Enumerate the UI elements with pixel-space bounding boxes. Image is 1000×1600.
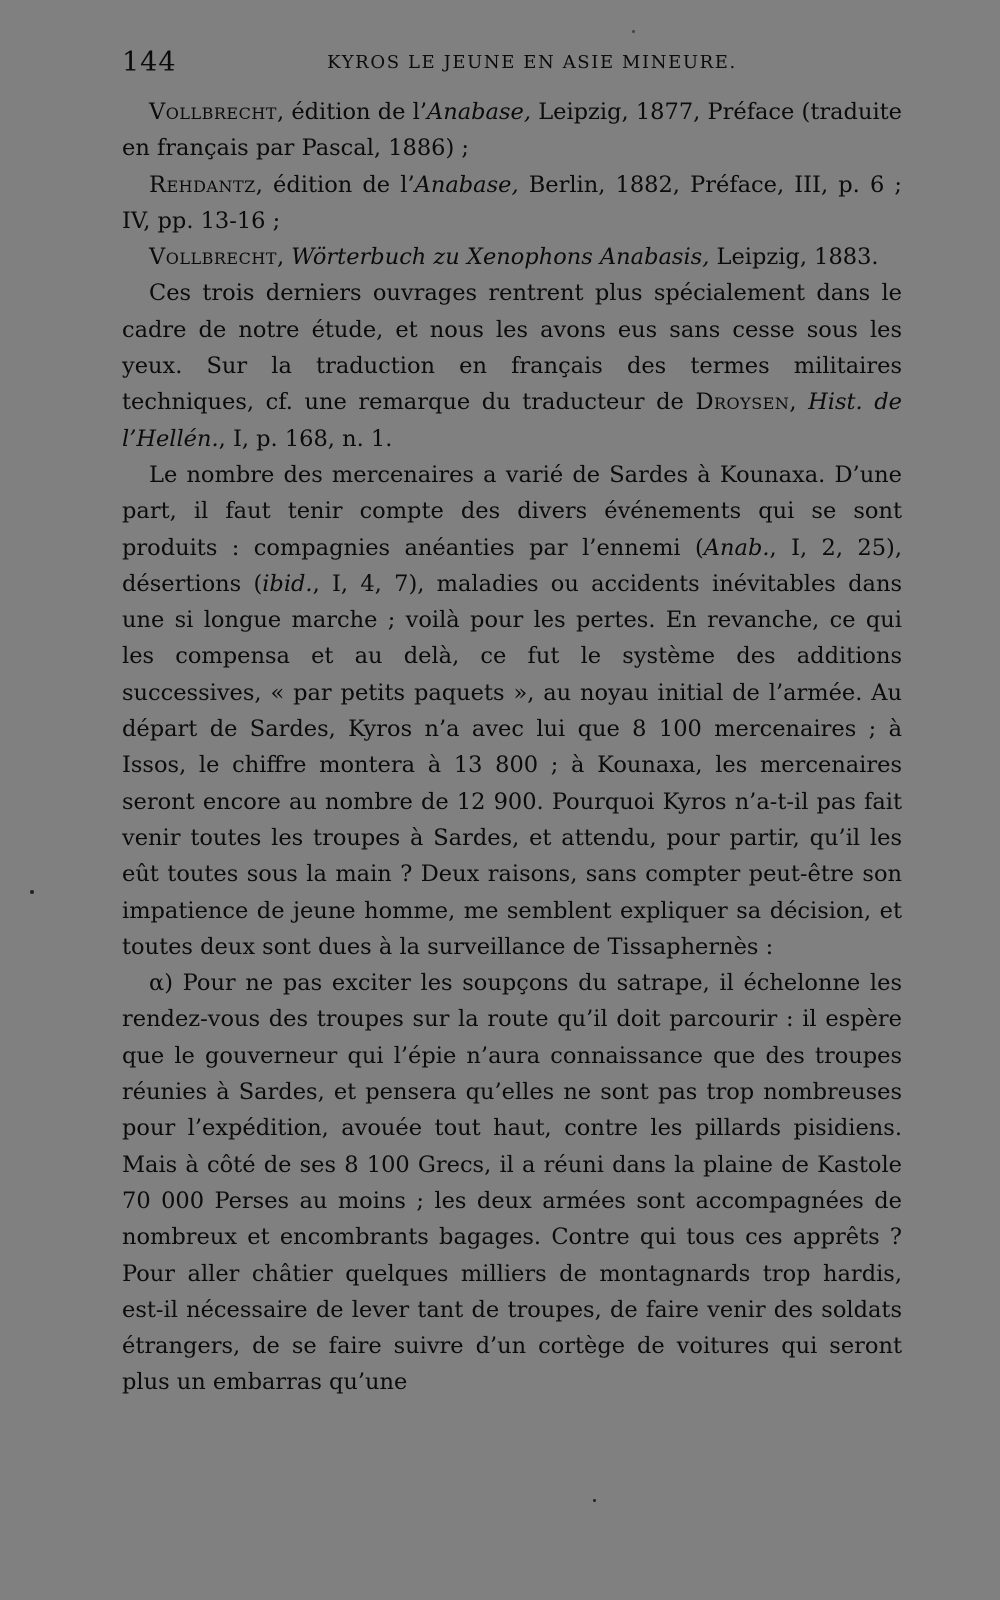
author-droysen: Droysen bbox=[695, 389, 790, 416]
page-number: 144 bbox=[122, 47, 177, 78]
paragraph-alpha: α) Pour ne pas exciter les soupçons du satrape, il échelonne les rendez-vous des troupes sur la route qu’il doit parcourir : il espère que le gouverneur qui l’épie n’aura connaissance que des troupes réunies à Sardes, et pensera qu’elles ne sont pas trop nombreuses pour l’expédition, avouée tout haut, contre les pillards pisidiens. Mais à côté de ses 8 100 Grecs, il a réuni dans la plaine de Kastole 70 000 Perses au moins ; les deux armées sont accompagnées de nombreux et encombrants bagages. Contre qui tous ces apprêts ? Pour aller châtier quelques milliers de montagnards trop hardis, est-il nécessaire de lever tant de troupes, de faire venir des soldats étrangers, de se faire suivre d’un cortège de voitures qui seront plus un embarras qu’une bbox=[122, 970, 902, 1396]
running-title: KYROS LE JEUNE EN ASIE MINEURE. bbox=[327, 52, 737, 73]
reference-work: Anabase, bbox=[414, 171, 519, 198]
reference-work: Wörterbuch zu Xenophons Anabasis, bbox=[291, 244, 710, 271]
reference-author: Vollbrecht bbox=[149, 244, 277, 271]
speck-mark bbox=[632, 30, 635, 33]
speck-mark bbox=[30, 890, 34, 894]
citation-ibid: ibid. bbox=[262, 570, 313, 597]
page-header bbox=[120, 46, 904, 80]
citation-anab: Anab. bbox=[703, 534, 770, 561]
work-title: Hist. de l’Hellén. bbox=[122, 389, 902, 452]
reference-vollbrecht-anabase: Vollbrecht, édition de l’Anabase, Leipzig, 1877, Préface (traduite en français par Pascal, 1886) ; bbox=[122, 99, 902, 162]
reference-rehdantz-anabase: Rehdantz, édition de l’Anabase, Berlin, 1882, Préface, III, p. 6 ; IV, pp. 13-16 ; bbox=[122, 171, 902, 234]
reference-vollbrecht-worterbuch: Vollbrecht, Wörterbuch zu Xenophons Anabasis, Leipzig, 1883. bbox=[149, 244, 879, 271]
list-label: α) bbox=[149, 970, 173, 997]
speck-mark bbox=[593, 1499, 596, 1502]
paragraph-ouvrages: Ces trois derniers ouvrages rentrent plus spécialement dans le cadre de notre étude, et nous les avons eus sans cesse sous les yeux. Sur la traduction en français des termes militaires techniques, cf. une remarque du traducteur de Droysen, Hist. de l’Hellén., I, p. 168, n. 1. bbox=[122, 280, 902, 452]
paragraph-mercenaires: Le nombre des mercenaires a varié de Sardes à Kounaxa. D’une part, il faut tenir compte des divers événements qui se sont produits : compagnies anéanties par l’ennemi (Anab., I, 2, 25), désertions (ibid., I, 4, 7), maladies ou accidents inévitables dans une si longue marche ; voilà pour les pertes. En revanche, ce qui les compensa et au delà, ce fut le système des additions successives, « par petits paquets », au noyau initial de l’armée. Au départ de Sardes, Kyros n’a avec lui que 8 100 mercenaires ; à Issos, le chiffre montera à 13 800 ; à Kounaxa, les mercenaires seront encore au nombre de 12 900. Pourquoi Kyros n’a-t-il pas fait venir toutes les troupes à Sardes, et attendu, pour partir, qu’il les eût toutes sous la main ? Deux raisons, sans compter peut-être son impatience de jeune homme, me semblent expliquer sa décision, et toutes deux sont dues à la surveillance de Tissaphernès : bbox=[122, 461, 902, 960]
page-body bbox=[122, 94, 902, 1401]
reference-work: Anabase, bbox=[427, 99, 531, 125]
reference-author: Vollbrecht bbox=[149, 99, 277, 125]
reference-author: Rehdantz bbox=[149, 171, 256, 198]
